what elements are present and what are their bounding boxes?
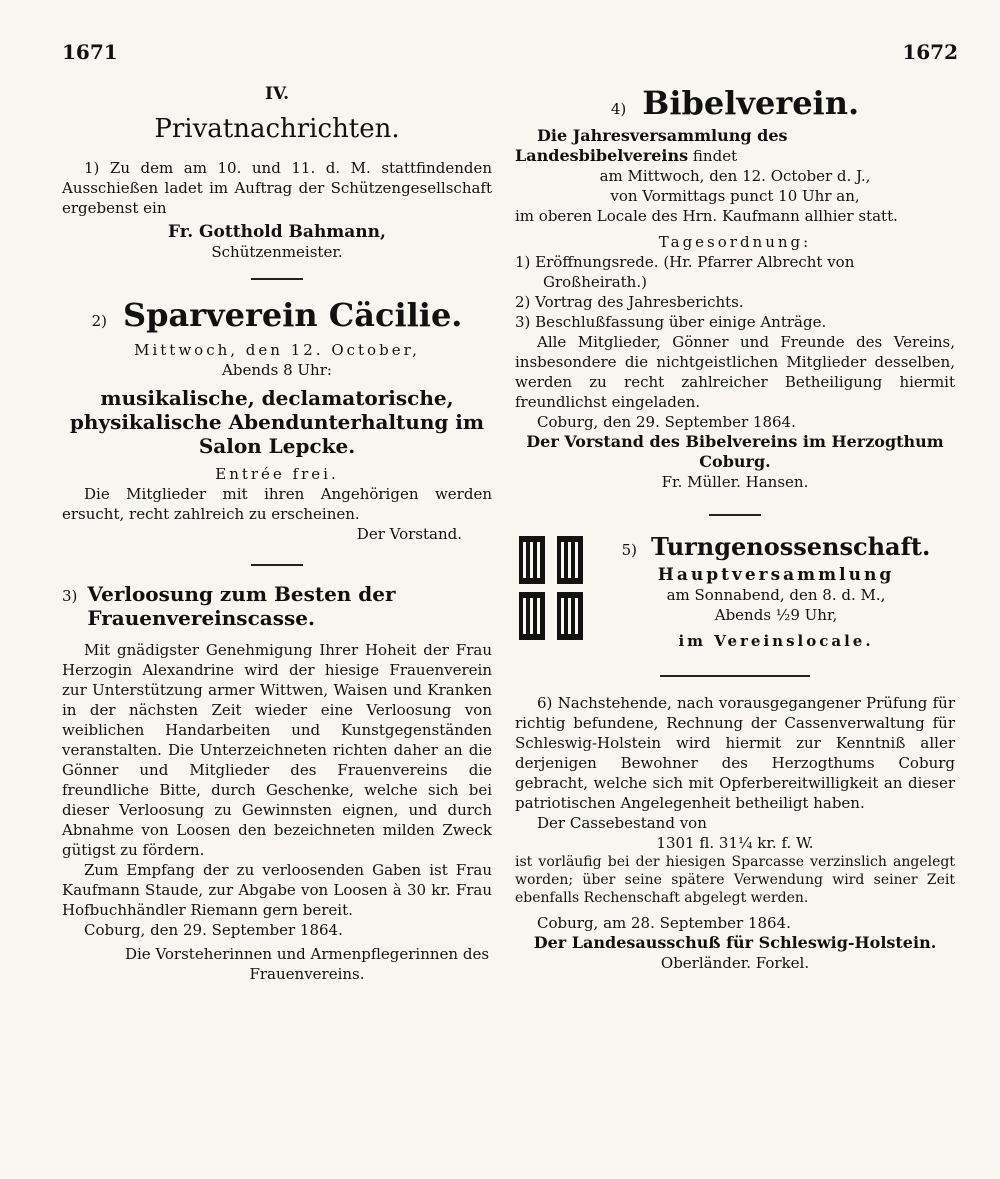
notice-2-number: 2) (91, 312, 107, 330)
notice-4-location: im oberen Locale des Hrn. Kaufmann allhier statt. (515, 207, 898, 225)
notice-5-text (587, 532, 955, 651)
notice-4-signature: Der Vorstand des Bibelvereins im Herzogthum Coburg. (526, 432, 944, 471)
notice-2-entry: Entrée frei. (215, 465, 339, 483)
page-number-left: 1671 (62, 40, 118, 64)
agenda-item: 2) Vortrag des Jahresberichts. (515, 293, 744, 311)
notice-2-text: Die Mitglieder mit ihren Angehörigen werden ersucht, recht zahlreich zu erscheinen. (62, 485, 492, 523)
notice-2-time: Abends 8 Uhr: (222, 361, 332, 379)
notice-6-amount: 1301 fl. 31¼ kr. f. W. (656, 834, 814, 852)
notice-6-names: Oberländer. Forkel. (660, 954, 810, 972)
notice-5 (515, 532, 955, 651)
notice-3-body-1: Mit gnädigster Genehmigung Ihrer Hoheit der Frau Herzogin Alexandrine wird der hiesige Frauenverein zur Unterstützung armer Wittwen, Waisen und Kranken in der nächsten Zeit wieder eine Verloosung von weiblichen Handarbeiten und Kunstgegenständen veranstalten. Die Unterzeichneten richten daher an die Gönner und Mitglieder des Frauenvereins die freundliche Bitte, durch Geschenke, welche sich bei dieser Verloosung zu Gewinnsten eignen, und durch Abnahme von Loosen den bezeichneten milden Zweck gütigst zu fördern. (62, 641, 492, 859)
notice-2-date: Mittwoch, den 12. October, (134, 341, 420, 359)
notice-4-number: 4) (610, 100, 627, 118)
notice-1-signature: Fr. Gotthold Bahmann, (168, 222, 386, 242)
left-column (62, 84, 492, 984)
section-roman-numeral: IV. (264, 84, 290, 104)
notice-2-event: musikalische, declamatorische, physikalische Abendunterhaltung im Salon Lepcke. (69, 386, 485, 458)
notice-4-time: von Vormittags punct 10 Uhr an, (610, 187, 860, 205)
agenda-item: 1) Eröffnungsrede. (Hr. Pfarrer Albrecht von Großheirath.) (515, 253, 855, 291)
notice-6-body-1: 6) Nachstehende, nach vorausgegangener Prüfung für richtig befundene, Rechnung der Cassenverwaltung für Schleswig-Holstein wird hiermit zur Kenntniß aller derjenigen Bewohner des Herzogthums Coburg gebracht, welche sich mit Opferbereitwilligkeit an dieser patriotischen Angelegenheit betheiligt haben. (515, 694, 955, 812)
separator (251, 278, 303, 280)
notice-5-title: Turngenossenschaft. (651, 532, 931, 561)
notice-2-signature: Der Vorstand. (356, 525, 462, 543)
separator (660, 675, 810, 677)
notice-6-dateline: Coburg, am 28. September 1864. (537, 914, 791, 932)
notice-3-body-2: Zum Empfang der zu verloosenden Gaben ist Frau Kaufmann Staude, zur Abgabe von Loosen à 30 kr. Frau Hofbuchhändler Riemann gern bereit. (62, 861, 492, 919)
notice-3-dateline: Coburg, den 29. September 1864. (84, 921, 343, 939)
notice-6-signature: Der Landesausschuß für Schleswig-Holstein. (533, 933, 937, 952)
right-column (515, 84, 955, 973)
notice-6-cash-label: Der Cassebestand von (537, 814, 707, 832)
notice-4-intro-bold: Die Jahresversammlung des Landesbibelvereins (515, 126, 788, 165)
notice-6-body-2: ist vorläufig bei der hiesigen Sparcasse verzinslich angelegt worden; über seine spätere Verwendung wird seiner Zeit ebenfalls Rechenschaft abgelegt werden. (515, 854, 955, 906)
notice-1-role: Schützenmeister. (211, 243, 343, 261)
separator (251, 564, 303, 566)
section-title: Privatnachrichten. (154, 114, 400, 144)
page-number-right: 1672 (902, 40, 958, 64)
notice-4 (515, 84, 955, 492)
notice-3-signature: Die Vorsteherinnen und Armenpflegerinnen des Frauenvereins. (124, 945, 490, 983)
notice-3-title: Verloosung zum Besten der Frauenvereinscasse. (87, 582, 396, 630)
separator (709, 514, 761, 516)
turner-cross-logo (515, 532, 587, 644)
notice-4-title: Bibelverein. (642, 84, 860, 122)
notice-3 (62, 582, 492, 984)
notice-2 (62, 296, 492, 544)
notice-5-time: Abends ½9 Uhr, (714, 606, 838, 624)
agenda-item: 3) Beschlußfassung über einige Anträge. (515, 313, 827, 331)
notice-2-title: Sparverein Cäcilie. (122, 296, 463, 334)
notice-4-intro-rest: findet (692, 147, 738, 165)
notice-6 (515, 693, 955, 973)
notice-3-number: 3) (62, 587, 78, 605)
notice-4-agenda (515, 252, 955, 332)
notice-4-dateline: Coburg, den 29. September 1864. (537, 413, 796, 431)
notice-1-text: 1) Zu dem am 10. und 11. d. M. stattfindenden Ausschießen ladet im Auftrag der Schützengesellschaft ergebenst ein (62, 159, 492, 217)
notice-4-agenda-title: Tagesordnung: (658, 233, 812, 251)
notice-5-date: am Sonnabend, den 8. d. M., (666, 586, 886, 604)
notice-1 (62, 158, 492, 262)
notice-5-location: im Vereinslocale. (678, 632, 874, 650)
notice-5-subtitle: Hauptversammlung (657, 565, 895, 585)
notice-4-names: Fr. Müller. Hansen. (661, 473, 809, 491)
notice-5-number: 5) (621, 541, 638, 559)
notice-4-date: am Mittwoch, den 12. October d. J., (599, 167, 871, 185)
notice-4-body: Alle Mitglieder, Gönner und Freunde des Vereins, insbesondere die nichtgeistlichen Mitglieder desselben, werden zu recht zahlreicher Betheiligung hiermit freundlichst eingeladen. (515, 333, 955, 411)
